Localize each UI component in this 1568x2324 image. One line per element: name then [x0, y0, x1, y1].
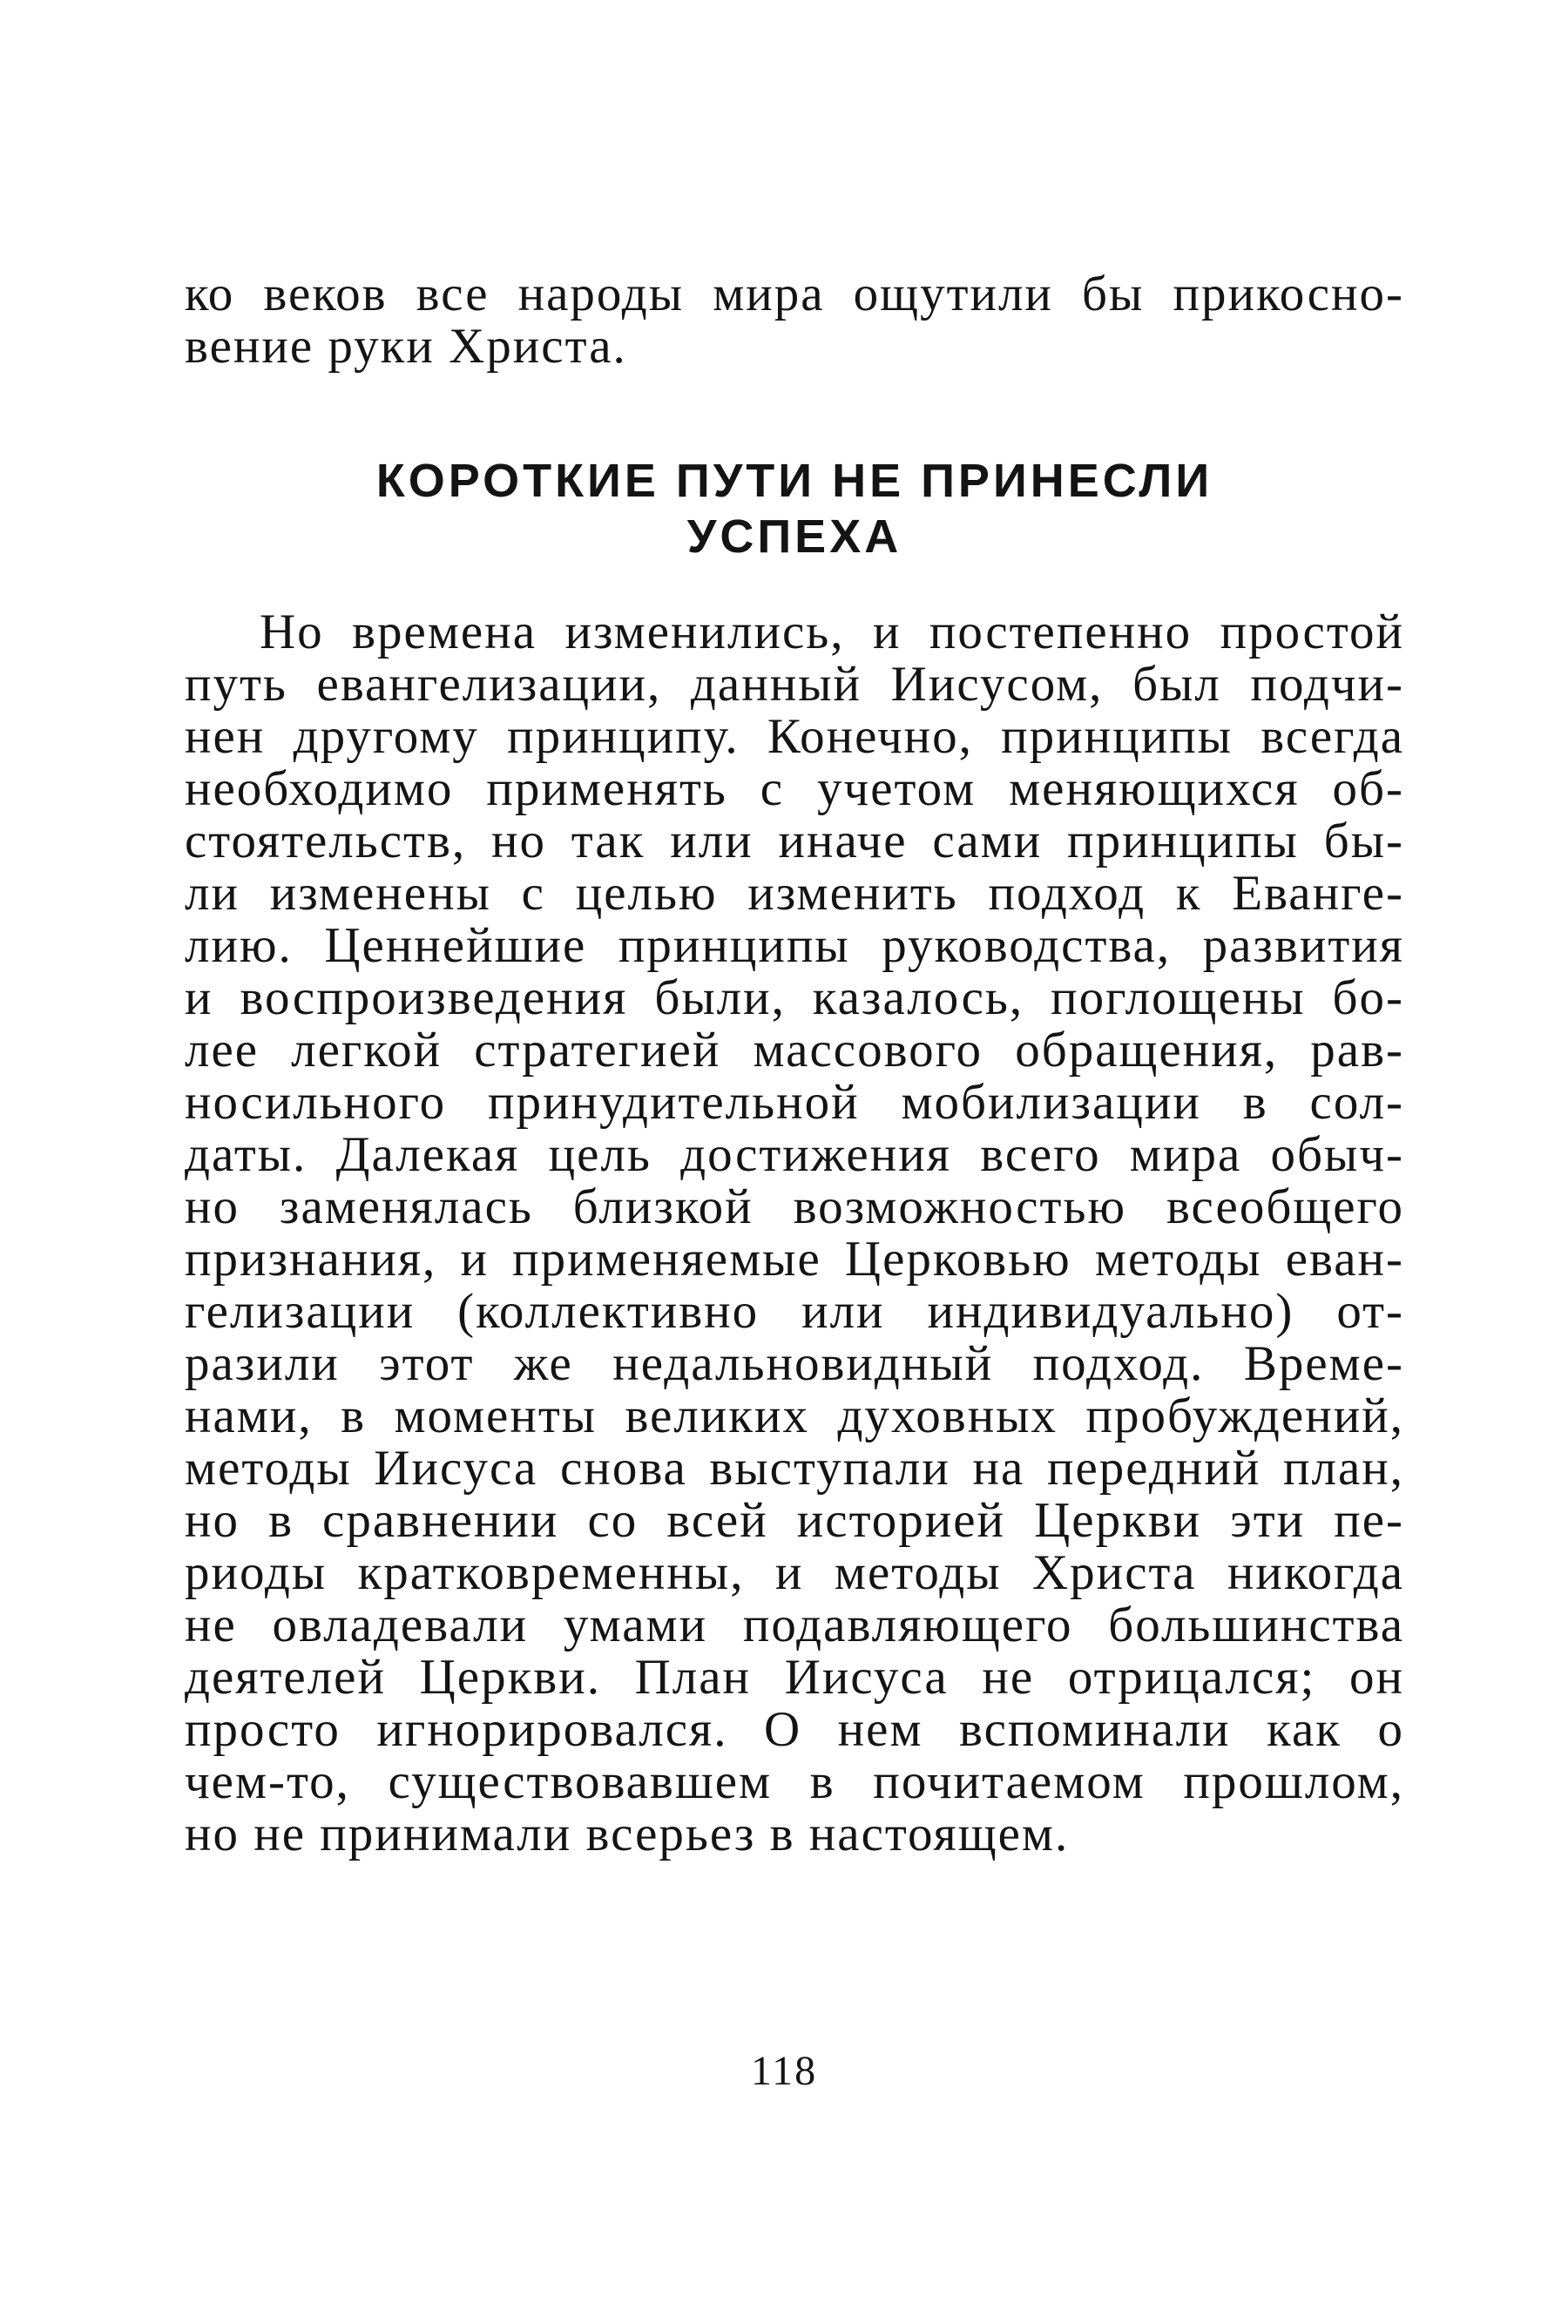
continuation-text: [185, 268, 1404, 373]
text-line: чем-то, существовавшем в почитаемом прошлом,: [185, 1754, 1404, 1809]
text-line: признания, и применяемые Церковью методы еван-: [185, 1232, 1404, 1287]
text-line: и воспроизведения были, казалось, поглощены бо-: [185, 970, 1404, 1025]
heading-line: УСПЕХА: [686, 510, 902, 563]
text-line: необходимо применять с учетом меняющихся об-: [185, 761, 1404, 816]
text-line: нами, в моменты великих духовных пробуждений,: [185, 1388, 1404, 1443]
text-line: носильного принудительной мобилизации в сол-: [185, 1075, 1404, 1130]
page-number: 118: [750, 2048, 818, 2094]
text-line: лию. Ценнейшие принципы руководства, развития: [185, 918, 1404, 973]
section-heading: [185, 453, 1404, 564]
text-line: гелизации (коллективно или индивидуально) от-: [185, 1284, 1404, 1339]
text-line: методы Иисуса снова выступали на передний план,: [185, 1441, 1404, 1496]
text-line: лее легкой стратегией массового обращения, рав-: [185, 1023, 1404, 1078]
text-line: путь евангелизации, данный Иисусом, был подчи-: [185, 657, 1404, 712]
heading-line: КОРОТКИЕ ПУТИ НЕ ПРИНЕСЛИ: [375, 455, 1213, 507]
text-line: нен другому принципу. Конечно, принципы всегда: [185, 709, 1404, 764]
text-line: но заменялась близкой возможностью всеобщего: [185, 1179, 1404, 1234]
text-line: но в сравнении со всей историей Церкви эти пе-: [185, 1493, 1404, 1548]
text-line: риоды кратковременны, и методы Христа никогда: [185, 1545, 1404, 1600]
text-line: даты. Далекая цель достижения всего мира обыч-: [185, 1127, 1404, 1182]
text-line: деятелей Церкви. План Иисуса не отрицался; он: [185, 1650, 1404, 1705]
text-line: ли изменены с целью изменить подход к Еванге-: [185, 866, 1404, 921]
text-line: не овладевали умами подавляющего большинства: [185, 1598, 1404, 1652]
body-paragraph: [185, 606, 1404, 1861]
text-line: Но времена изменились, и постепенно простой: [260, 605, 1404, 659]
text-line: ко веков все народы мира ощутили бы прикосно-: [185, 267, 1404, 321]
text-line: стоятельств, но так или иначе сами принципы бы-: [185, 814, 1404, 868]
text-line: просто игнорировался. О нем вспоминали как о: [185, 1702, 1404, 1757]
text-line: но не принимали всерьез в настоящем.: [185, 1807, 1070, 1861]
text-line: разили этот же недальновидный подход. Време-: [185, 1336, 1404, 1391]
text-line: вение руки Христа.: [185, 319, 627, 374]
